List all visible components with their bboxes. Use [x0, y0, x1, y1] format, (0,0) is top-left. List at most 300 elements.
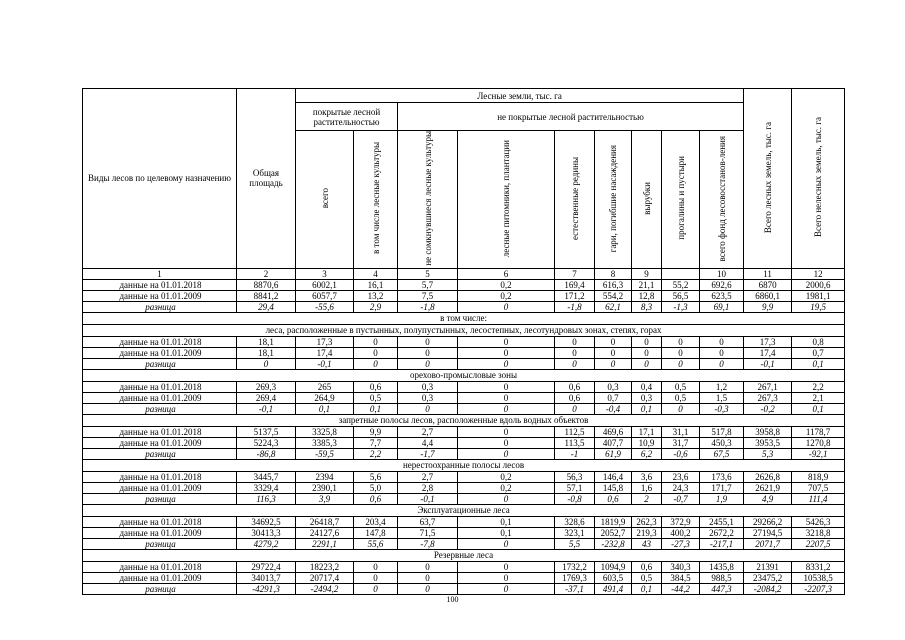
table-cell: 0	[354, 561, 398, 572]
column-number: 6	[458, 268, 555, 279]
table-cell: 0,6	[555, 381, 595, 392]
table-cell: -0,7	[662, 493, 700, 504]
table-cell: 9,9	[354, 426, 398, 437]
table-cell: 328,6	[555, 516, 595, 527]
table-cell: 0	[632, 336, 662, 347]
table-cell: 111,4	[792, 493, 845, 504]
header-glades: прогалины и пустыри	[662, 131, 700, 269]
table-cell: 3958,8	[744, 426, 792, 437]
table-cell: -4291,3	[237, 583, 296, 594]
table-row	[83, 482, 845, 493]
table-cell: 18223,2	[296, 561, 354, 572]
table-cell: 0	[458, 336, 555, 347]
header-cuttings: вырубки	[632, 131, 662, 269]
table-cell: 7,5	[398, 290, 458, 301]
column-number: 5	[398, 268, 458, 279]
page-number: 100	[446, 595, 459, 604]
table-cell: 323,1	[555, 527, 595, 538]
table-cell: 2,9	[354, 301, 398, 312]
table-cell: 0	[458, 301, 555, 312]
table-cell: -92,1	[792, 448, 845, 459]
section-title: Резервные леса	[83, 549, 845, 561]
table-cell: 0	[354, 358, 398, 369]
table-cell: -0,1	[296, 358, 354, 369]
table-cell: -1,8	[555, 301, 595, 312]
table-cell: 0,8	[792, 336, 845, 347]
table-row	[83, 290, 845, 301]
table-cell: 267,1	[744, 381, 792, 392]
table-cell: 447,3	[700, 583, 744, 594]
section-title-row	[83, 504, 845, 516]
table-row	[83, 279, 845, 290]
table-cell: 1732,2	[555, 561, 595, 572]
table-row	[83, 471, 845, 482]
table-cell: 0	[662, 336, 700, 347]
table-cell: 29,4	[237, 301, 296, 312]
header-not-covered: не покрытые лесной растительностью	[398, 103, 744, 131]
table-cell: 0	[398, 336, 458, 347]
table-cell: 55,2	[662, 279, 700, 290]
table-cell: 469,6	[595, 426, 632, 437]
row-label: разница	[83, 493, 237, 504]
table-cell: 1,5	[700, 392, 744, 403]
row-label: данные на 01.01.2009	[83, 290, 237, 301]
table-cell: 0	[354, 583, 398, 594]
row-label: данные на 01.01.2018	[83, 381, 237, 392]
table-cell: 400,2	[662, 527, 700, 538]
table-cell: 5,7	[398, 279, 458, 290]
header-total-area: Общая площадь	[237, 89, 296, 269]
table-cell: 8841,2	[237, 290, 296, 301]
header-type: Виды лесов по целевому назначению	[83, 89, 237, 269]
table-cell: 0,1	[792, 358, 845, 369]
table-cell: 20717,4	[296, 572, 354, 583]
table-cell: 2	[632, 493, 662, 504]
table-cell: 372,9	[662, 516, 700, 527]
table-cell: 0	[700, 347, 744, 358]
table-cell: 0	[700, 336, 744, 347]
header-unclosed: не сомкнувшиеся лесные культуры	[398, 131, 458, 269]
table-cell: 0,1	[632, 583, 662, 594]
table-cell: -0,1	[744, 358, 792, 369]
table-cell: 24127,6	[296, 527, 354, 538]
table-cell: 0	[595, 347, 632, 358]
table-cell: 0	[632, 358, 662, 369]
table-row	[83, 583, 845, 594]
table-cell: 67,5	[700, 448, 744, 459]
header-all: всего	[296, 131, 354, 269]
row-label: разница	[83, 448, 237, 459]
table-cell: 23475,2	[744, 572, 792, 583]
table-cell: 0	[595, 358, 632, 369]
table-cell: 29266,2	[744, 516, 792, 527]
header-incl-cultures: в том числе лесные культуры	[354, 131, 398, 269]
table-cell: 0	[458, 572, 555, 583]
table-cell: 262,3	[632, 516, 662, 527]
table-cell: 5137,5	[237, 426, 296, 437]
table-cell: 0,2	[458, 279, 555, 290]
column-number: 8	[595, 268, 632, 279]
table-cell: 1094,9	[595, 561, 632, 572]
row-label: данные на 01.01.2018	[83, 279, 237, 290]
table-cell: -217,1	[700, 538, 744, 549]
table-cell: 4,4	[398, 437, 458, 448]
table-cell: 17,4	[296, 347, 354, 358]
column-number: 7	[555, 268, 595, 279]
table-cell: 0,1	[632, 403, 662, 414]
table-cell: 988,5	[700, 572, 744, 583]
table-cell: 23,6	[662, 471, 700, 482]
column-number-row	[83, 268, 845, 279]
column-number: 9	[632, 268, 662, 279]
table-cell: 2621,9	[744, 482, 792, 493]
table-cell: 3,6	[632, 471, 662, 482]
column-number: 10	[700, 268, 744, 279]
table-cell: -2494,2	[296, 583, 354, 594]
table-cell: 0	[458, 561, 555, 572]
table-cell: 1981,1	[792, 290, 845, 301]
row-label: данные на 01.01.2009	[83, 527, 237, 538]
table-row	[83, 336, 845, 347]
table-cell: 0,1	[296, 403, 354, 414]
table-cell: -2084,2	[744, 583, 792, 594]
section-title-row	[83, 414, 845, 426]
table-cell: 0,2	[458, 471, 555, 482]
table-cell: -55,6	[296, 301, 354, 312]
table-cell: 0,3	[632, 392, 662, 403]
table-cell: 0	[354, 347, 398, 358]
table-cell: 29722,4	[237, 561, 296, 572]
table-cell: 0,6	[632, 561, 662, 572]
table-cell: 517,8	[700, 426, 744, 437]
table-cell: 2,7	[398, 471, 458, 482]
table-cell: 0,5	[662, 381, 700, 392]
table-cell: 116,3	[237, 493, 296, 504]
header-total-nonforest: Всего нелесных земель, тыс. га	[792, 89, 845, 269]
table-cell: 2394	[296, 471, 354, 482]
table-cell: 0,5	[662, 392, 700, 403]
table-cell: 12,8	[632, 290, 662, 301]
table-cell: -59,5	[296, 448, 354, 459]
table-cell: 269,4	[237, 392, 296, 403]
table-cell: 3218,8	[792, 527, 845, 538]
table-cell: 0,1	[458, 516, 555, 527]
table-cell: 264,9	[296, 392, 354, 403]
table-cell: 0,6	[354, 381, 398, 392]
table-cell: 0	[555, 336, 595, 347]
table-cell: 2672,2	[700, 527, 744, 538]
table-cell: 2390,1	[296, 482, 354, 493]
header-nurseries: лесные питомники, плантации	[458, 131, 555, 269]
table-cell: 0,7	[595, 392, 632, 403]
table-cell: 71,5	[398, 527, 458, 538]
table-cell: 3953,5	[744, 437, 792, 448]
table-cell: 10,9	[632, 437, 662, 448]
table-cell: -7,8	[398, 538, 458, 549]
table-cell: 27194,5	[744, 527, 792, 538]
table-cell: -37,1	[555, 583, 595, 594]
column-number: 4	[354, 268, 398, 279]
table-cell: 0,1	[792, 403, 845, 414]
table-cell: 0	[555, 358, 595, 369]
row-label: разница	[83, 358, 237, 369]
table-cell: 31,7	[662, 437, 700, 448]
table-cell: 9,9	[744, 301, 792, 312]
table-cell: 407,7	[595, 437, 632, 448]
table-cell: 3385,3	[296, 437, 354, 448]
table-cell: 2,2	[792, 381, 845, 392]
table-cell: 0	[354, 572, 398, 583]
section-title-row	[83, 549, 845, 561]
table-cell: 0	[632, 347, 662, 358]
row-label: разница	[83, 538, 237, 549]
table-row	[83, 437, 845, 448]
table-cell: 0,5	[632, 572, 662, 583]
table-cell: 554,2	[595, 290, 632, 301]
table-cell: -27,3	[662, 538, 700, 549]
table-cell: 2052,7	[595, 527, 632, 538]
table-cell: 0	[398, 572, 458, 583]
row-label: данные на 01.01.2009	[83, 347, 237, 358]
column-number	[662, 268, 700, 279]
column-number: 12	[792, 268, 845, 279]
table-cell: 491,4	[595, 583, 632, 594]
section-title: леса, расположенные в пустынных, полупустынных, лесостепных, лесотундровых зонах, степях, горах	[83, 324, 845, 336]
table-cell: 3445,7	[237, 471, 296, 482]
table-cell: 3325,8	[296, 426, 354, 437]
table-cell: 21391	[744, 561, 792, 572]
header-forest-lands: Лесные земли, тыс. га	[296, 89, 744, 103]
table-cell: 0	[398, 583, 458, 594]
table-cell: 112,5	[555, 426, 595, 437]
header-total-forest: Всего лесных земель, тыс. га	[744, 89, 792, 269]
table-row	[83, 493, 845, 504]
table-cell: 147,8	[354, 527, 398, 538]
table-cell: 8,3	[632, 301, 662, 312]
table-cell: 1435,8	[700, 561, 744, 572]
table-cell: 34692,5	[237, 516, 296, 527]
table-cell: -232,8	[595, 538, 632, 549]
table-cell: -0,8	[555, 493, 595, 504]
table-cell: 63,7	[398, 516, 458, 527]
table-cell: -0,1	[398, 493, 458, 504]
table-row	[83, 538, 845, 549]
table-cell: -1,8	[398, 301, 458, 312]
table-cell: 5,6	[354, 471, 398, 482]
table-cell: 707,5	[792, 482, 845, 493]
table-row	[83, 301, 845, 312]
table-cell: 0	[555, 347, 595, 358]
table-cell: 1178,7	[792, 426, 845, 437]
table-row	[83, 572, 845, 583]
table-cell: -0,4	[595, 403, 632, 414]
table-cell: 0,1	[354, 403, 398, 414]
table-cell: -2207,3	[792, 583, 845, 594]
table-cell: 2,8	[398, 482, 458, 493]
table-cell: 0,5	[354, 392, 398, 403]
header-reforest-fund: всего фонд лесовосстанов-ления	[700, 131, 744, 269]
table-cell: 69,1	[700, 301, 744, 312]
table-cell: 0	[398, 403, 458, 414]
table-cell: 62,1	[595, 301, 632, 312]
table-cell: 0	[458, 493, 555, 504]
table-cell: 0	[458, 437, 555, 448]
table-cell: 13,2	[354, 290, 398, 301]
row-label: разница	[83, 301, 237, 312]
row-label: данные на 01.01.2018	[83, 516, 237, 527]
table-cell: 169,4	[555, 279, 595, 290]
section-title-row	[83, 312, 845, 324]
table-cell: 17,1	[632, 426, 662, 437]
table-cell: 0,1	[458, 527, 555, 538]
table-cell: 26418,7	[296, 516, 354, 527]
table-cell: 265	[296, 381, 354, 392]
table-cell: 57,1	[555, 482, 595, 493]
forest-land-table	[82, 88, 845, 595]
table-cell: 450,3	[700, 437, 744, 448]
table-cell: 2291,1	[296, 538, 354, 549]
section-title: орехово-промысловые зоны	[83, 369, 845, 381]
table-cell: 19,5	[792, 301, 845, 312]
table-cell: 1,2	[700, 381, 744, 392]
row-label: данные на 01.01.2009	[83, 437, 237, 448]
table-cell: 2,7	[398, 426, 458, 437]
table-cell: 4,9	[744, 493, 792, 504]
table-cell: 5,5	[555, 538, 595, 549]
table-cell: 6870	[744, 279, 792, 290]
row-label: данные на 01.01.2018	[83, 426, 237, 437]
table-cell: 818,9	[792, 471, 845, 482]
table-cell: 0	[458, 403, 555, 414]
table-cell: 2,1	[792, 392, 845, 403]
table-cell: -0,1	[237, 403, 296, 414]
table-cell: 269,3	[237, 381, 296, 392]
table-cell: 2207,5	[792, 538, 845, 549]
table-cell: 0	[662, 403, 700, 414]
table-cell: 0	[458, 538, 555, 549]
section-title: в том числе:	[83, 312, 845, 324]
table-cell: 0,2	[458, 482, 555, 493]
table-cell: 2,2	[354, 448, 398, 459]
table-cell: 1,9	[700, 493, 744, 504]
table-row	[83, 516, 845, 527]
table-row	[83, 358, 845, 369]
table-cell: -0,3	[700, 403, 744, 414]
table-cell: 0	[662, 347, 700, 358]
table-cell: 5426,3	[792, 516, 845, 527]
table-cell: 0,7	[792, 347, 845, 358]
table-cell: 0	[398, 358, 458, 369]
table-cell: 4279,2	[237, 538, 296, 549]
table-cell: 616,3	[595, 279, 632, 290]
table-row	[83, 392, 845, 403]
table-cell: 1270,8	[792, 437, 845, 448]
row-label: данные на 01.01.2009	[83, 572, 237, 583]
row-label: разница	[83, 583, 237, 594]
table-cell: 0	[398, 561, 458, 572]
table-cell: 5,3	[744, 448, 792, 459]
table-cell: 2071,7	[744, 538, 792, 549]
table-cell: 5224,3	[237, 437, 296, 448]
table-cell: 171,7	[700, 482, 744, 493]
table-cell: 267,3	[744, 392, 792, 403]
table-cell: -1	[555, 448, 595, 459]
row-label: разница	[83, 403, 237, 414]
section-title-row	[83, 459, 845, 471]
table-row	[83, 426, 845, 437]
table-cell: -1,3	[662, 301, 700, 312]
table-cell: 3329,4	[237, 482, 296, 493]
table-cell: 384,5	[662, 572, 700, 583]
table-cell: 0	[458, 426, 555, 437]
table-cell: 6002,1	[296, 279, 354, 290]
table-cell: 0,3	[595, 381, 632, 392]
table-cell: 171,2	[555, 290, 595, 301]
table-row	[83, 347, 845, 358]
table-cell: 0	[398, 347, 458, 358]
table-row	[83, 448, 845, 459]
column-number: 2	[237, 268, 296, 279]
table-cell: 24,3	[662, 482, 700, 493]
table-cell: 6057,7	[296, 290, 354, 301]
table-cell: 55,6	[354, 538, 398, 549]
section-title-row	[83, 324, 845, 336]
table-cell: 61,9	[595, 448, 632, 459]
table-cell: 56,5	[662, 290, 700, 301]
column-number: 1	[83, 268, 237, 279]
table-cell: 43	[632, 538, 662, 549]
table-cell: 0	[458, 583, 555, 594]
table-cell: 1819,9	[595, 516, 632, 527]
table-cell: 0	[458, 358, 555, 369]
table-cell: 145,8	[595, 482, 632, 493]
table-cell: 1,6	[632, 482, 662, 493]
table-cell: 0,4	[632, 381, 662, 392]
table-cell: 34013,7	[237, 572, 296, 583]
section-title-row	[83, 369, 845, 381]
table-row	[83, 381, 845, 392]
table-cell: 146,4	[595, 471, 632, 482]
row-label: данные на 01.01.2018	[83, 471, 237, 482]
table-cell: 1769,3	[555, 572, 595, 583]
table-cell: -44,2	[662, 583, 700, 594]
table-cell: 113,5	[555, 437, 595, 448]
table-cell: 3,9	[296, 493, 354, 504]
column-number: 3	[296, 268, 354, 279]
header-natural: естественные редины	[555, 131, 595, 269]
section-title: Эксплуатационные леса	[83, 504, 845, 516]
table-cell: -0,6	[662, 448, 700, 459]
row-label: данные на 01.01.2018	[83, 561, 237, 572]
table-cell: 219,3	[632, 527, 662, 538]
table-cell: 8331,2	[792, 561, 845, 572]
table-cell: 0,6	[354, 493, 398, 504]
table-cell: 6860,1	[744, 290, 792, 301]
column-number: 11	[744, 268, 792, 279]
table-cell: 0	[595, 336, 632, 347]
table-cell: 0	[458, 347, 555, 358]
table-cell: 0,6	[555, 392, 595, 403]
header-covered: покрытые лесной растительностью	[296, 103, 398, 131]
table-cell: 17,3	[744, 336, 792, 347]
table-cell: 603,5	[595, 572, 632, 583]
table-cell: 0	[458, 448, 555, 459]
table-cell: 6,2	[632, 448, 662, 459]
section-title: запретные полосы лесов, расположенные вдоль водных объектов	[83, 414, 845, 426]
row-label: данные на 01.01.2009	[83, 482, 237, 493]
table-cell: -1,7	[398, 448, 458, 459]
table-cell: 0	[354, 336, 398, 347]
